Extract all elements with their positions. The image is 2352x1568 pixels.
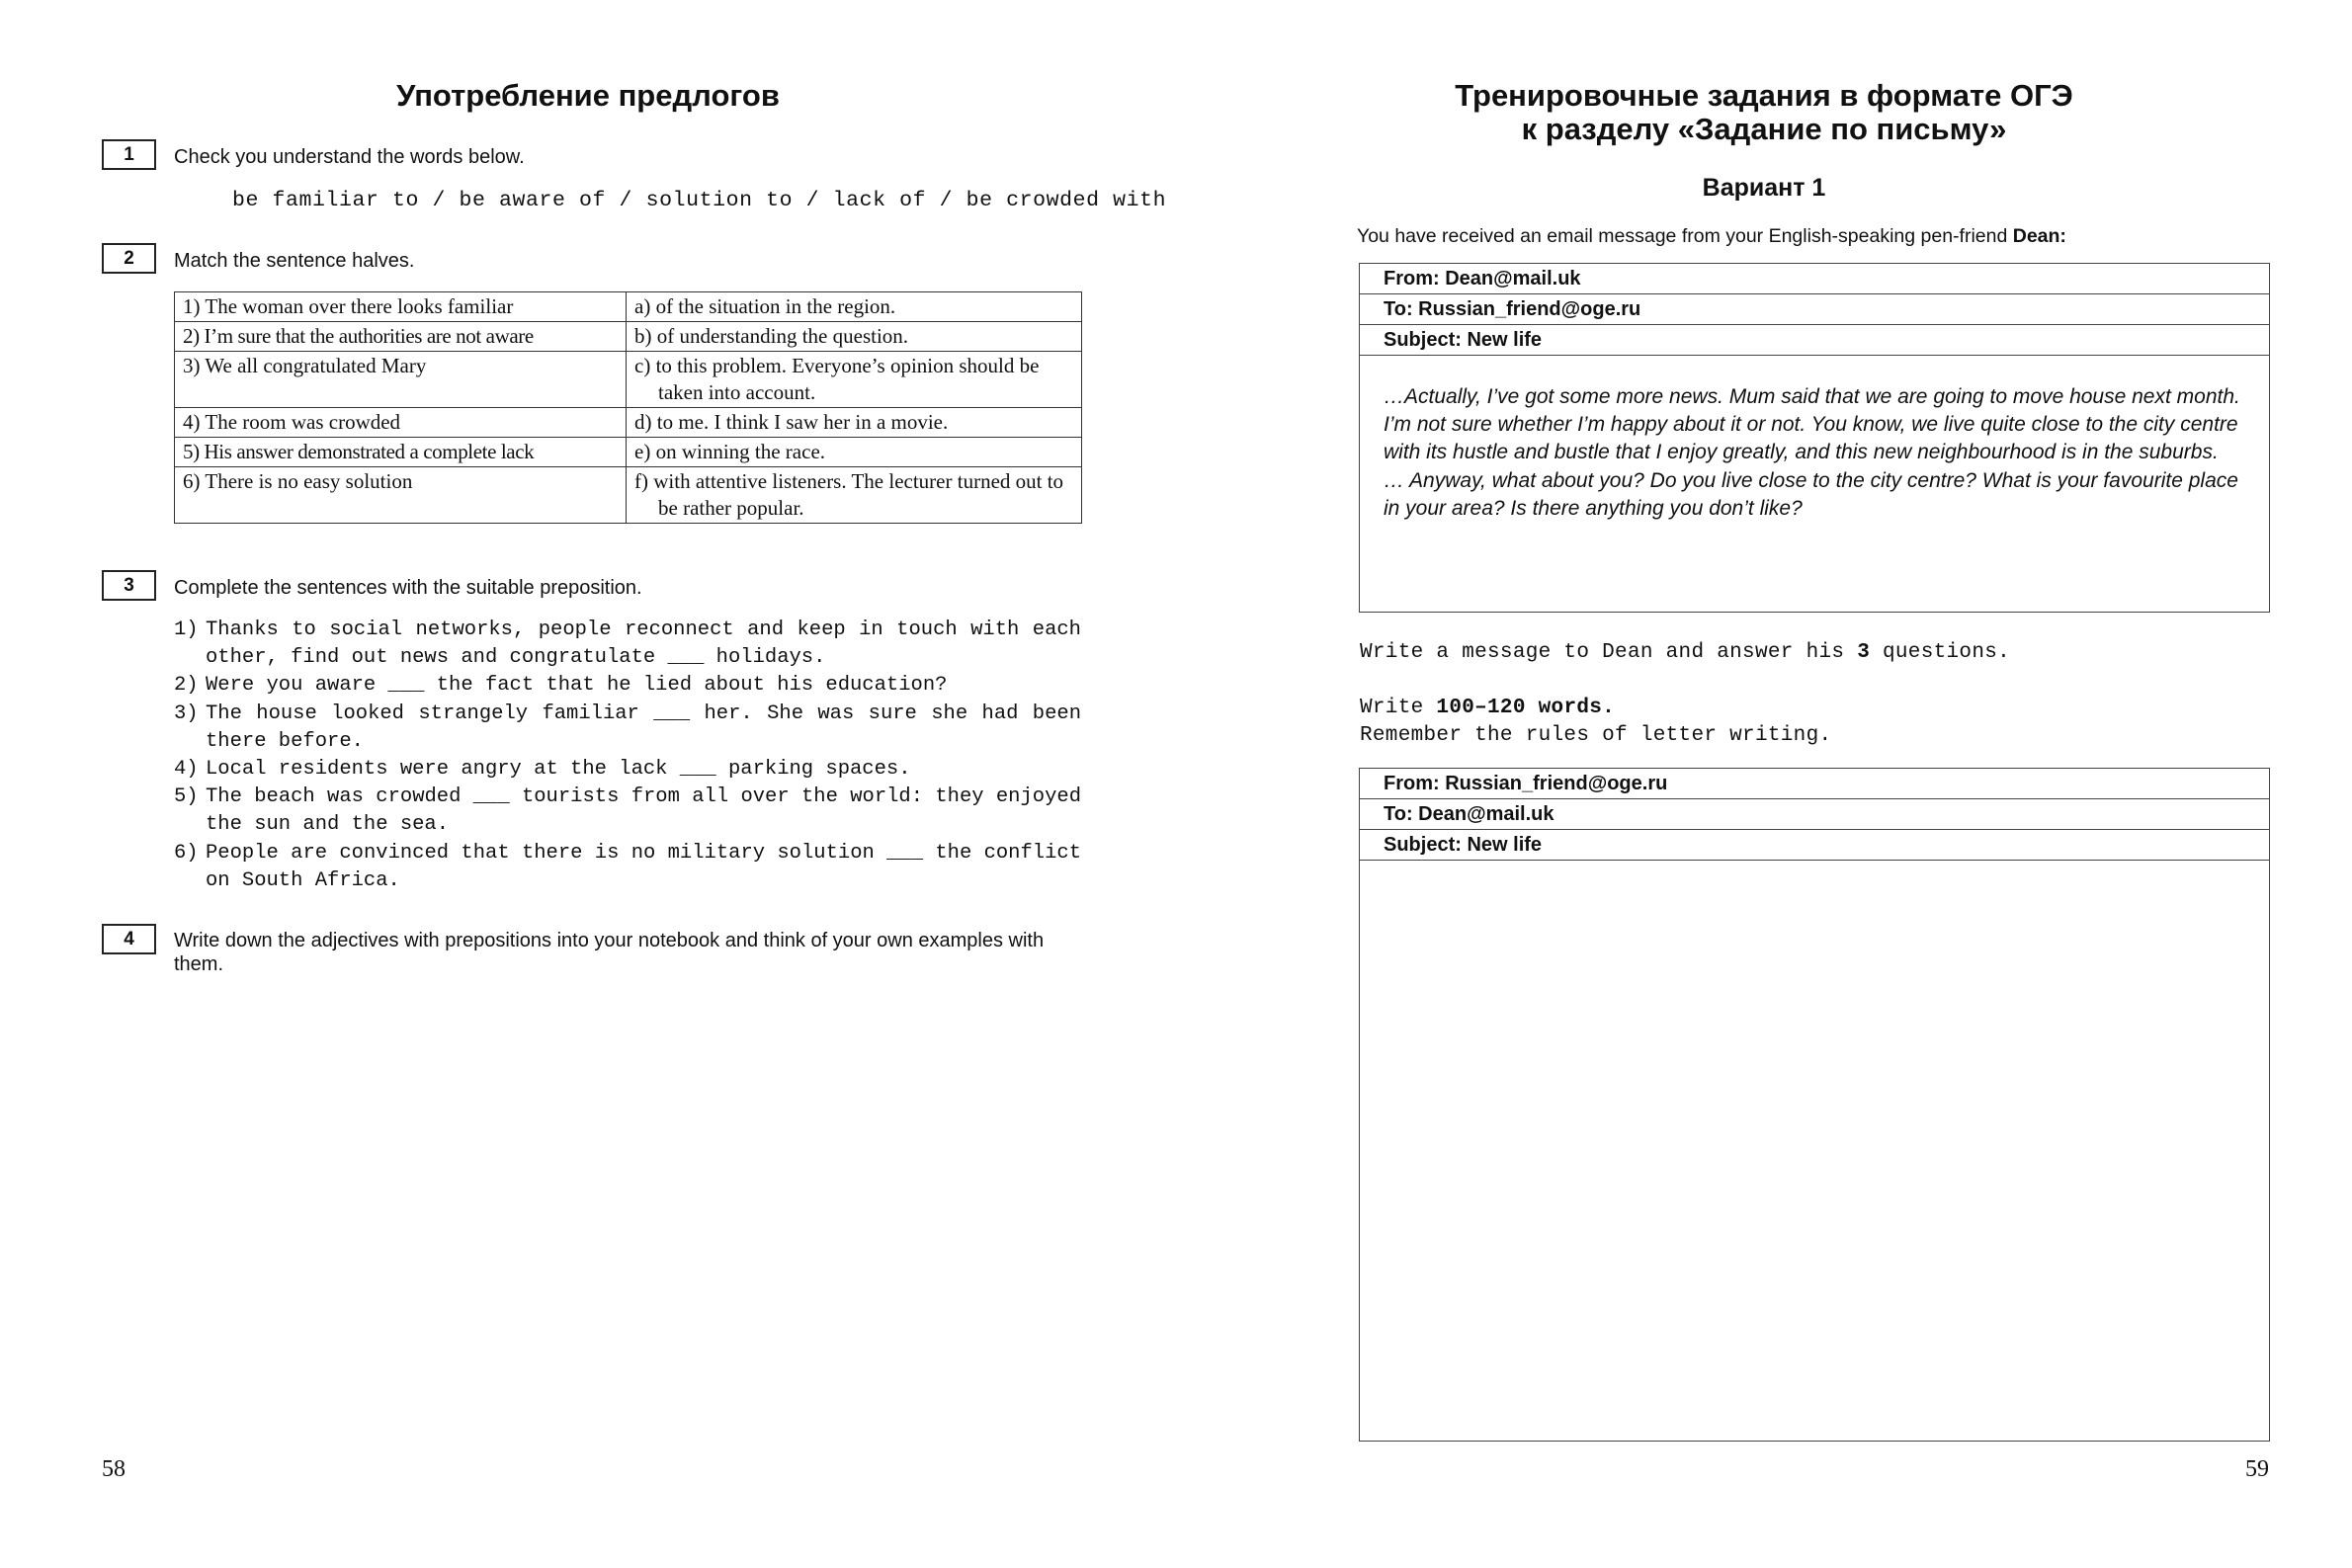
reply-email bbox=[1359, 768, 2270, 1442]
table-cell-left: 4) The room was crowded bbox=[175, 408, 627, 438]
exercise-number-2: 2 bbox=[102, 243, 156, 274]
list-item: 2) Were you aware ___ the fact that he lied about his education? bbox=[174, 674, 948, 698]
email-from: From: Russian_friend@oge.ru bbox=[1360, 769, 2269, 799]
exercise-3-instruction: Complete the sentences with the suitable preposition. bbox=[174, 577, 642, 599]
match-table bbox=[174, 291, 1082, 524]
received-intro: You have received an email message from your English-speaking pen-friend Dean: bbox=[1357, 225, 2066, 247]
exercise-number-4: 4 bbox=[102, 924, 156, 954]
list-item: 5) The beach was crowded ___ tourists from all over the world: they enjoyed the sun and the sea. bbox=[174, 785, 1081, 837]
page-title: Употребление предлогов bbox=[396, 78, 780, 113]
page-title bbox=[1176, 79, 2352, 146]
table-cell-right: a) of the situation in the region. bbox=[627, 292, 1082, 322]
email-to: To: Russian_friend@oge.ru bbox=[1360, 294, 2269, 325]
exercise-4-instruction: Write down the adjectives with prepositions into your notebook and think of your own examples with them. bbox=[174, 930, 1045, 975]
email-body-paragraph: …Actually, I’ve got some more news. Mum said that we are going to move house next month. I’m not sure whether I’m happy about it or not. You know, we live quite close to the city centre with its hustle and bustle that I enjoy greatly, and this new neighbourhood is in the suburbs. bbox=[1384, 385, 2240, 464]
list-item: 3) The house looked strangely familiar ___ her. She was sure she had been there before. bbox=[174, 701, 1081, 753]
page-title-line-1: Тренировочные задания в формате ОГЭ bbox=[1455, 78, 2073, 113]
table-row bbox=[175, 352, 1082, 408]
table-row bbox=[175, 322, 1082, 352]
table-cell-right: c) to this problem. Everyone’s opinion should be taken into account. bbox=[627, 352, 1082, 408]
list-item: 4) Local residents were angry at the lack ___ parking spaces. bbox=[174, 758, 911, 782]
task-instruction: Write a message to Dean and answer his 3 questions. bbox=[1360, 641, 2011, 664]
email-body-paragraph: … Anyway, what about you? Do you live close to the city centre? What is your favourite place in your area? Is there anything you don’t like? bbox=[1384, 468, 2238, 520]
table-cell-left: 3) We all congratulated Mary bbox=[175, 352, 627, 408]
exercise-1-instruction: Check you understand the words below. bbox=[174, 146, 525, 168]
exercise-number-3: 3 bbox=[102, 570, 156, 601]
page-number: 58 bbox=[102, 1456, 126, 1482]
pen-friend-name: Dean: bbox=[2012, 225, 2066, 247]
table-row bbox=[175, 292, 1082, 322]
exercise-number-1: 1 bbox=[102, 139, 156, 170]
table-row bbox=[175, 408, 1082, 438]
list-item: 6) People are convinced that there is no military solution ___ the conflict on South Africa. bbox=[174, 841, 1081, 892]
table-cell-right: f) with attentive listeners. The lecturer turned out to be rather popular. bbox=[627, 467, 1082, 524]
email-body bbox=[1360, 356, 2269, 523]
word-count-instruction: Write 100–120 words. bbox=[1360, 697, 1616, 719]
table-cell-left: 2) I’m sure that the authorities are not aware bbox=[175, 322, 627, 352]
exercise-2-instruction: Match the sentence halves. bbox=[174, 250, 415, 272]
table-row bbox=[175, 467, 1082, 524]
remember-instruction: Remember the rules of letter writing. bbox=[1360, 724, 1832, 747]
table-row bbox=[175, 438, 1082, 467]
right-page bbox=[1176, 0, 2352, 1568]
table-cell-right: d) to me. I think I saw her in a movie. bbox=[627, 408, 1082, 438]
list-item: 1) Thanks to social networks, people reconnect and keep in touch with each other, find out news and congratulate ___ holidays. bbox=[174, 619, 1081, 670]
word-list: be familiar to / be aware of / solution to / lack of / be crowded with bbox=[232, 189, 1167, 212]
incoming-email bbox=[1359, 263, 2270, 613]
sentence-list bbox=[174, 617, 1081, 895]
email-to: To: Dean@mail.uk bbox=[1360, 799, 2269, 830]
reply-writing-area[interactable] bbox=[1360, 861, 2269, 1442]
page-number: 59 bbox=[2245, 1456, 2269, 1482]
page-title-line-2: к разделу «Задание по письму» bbox=[1521, 112, 2007, 146]
table-cell-right: b) of understanding the question. bbox=[627, 322, 1082, 352]
table-cell-left: 5) His answer demonstrated a complete lack bbox=[175, 438, 627, 467]
email-subject: Subject: New life bbox=[1360, 325, 2269, 356]
table-cell-left: 6) There is no easy solution bbox=[175, 467, 627, 524]
email-subject: Subject: New life bbox=[1360, 830, 2269, 861]
table-cell-right: e) on winning the race. bbox=[627, 438, 1082, 467]
email-from: From: Dean@mail.uk bbox=[1360, 264, 2269, 294]
table-cell-left: 1) The woman over there looks familiar bbox=[175, 292, 627, 322]
variant-heading: Вариант 1 bbox=[1702, 174, 1826, 202]
